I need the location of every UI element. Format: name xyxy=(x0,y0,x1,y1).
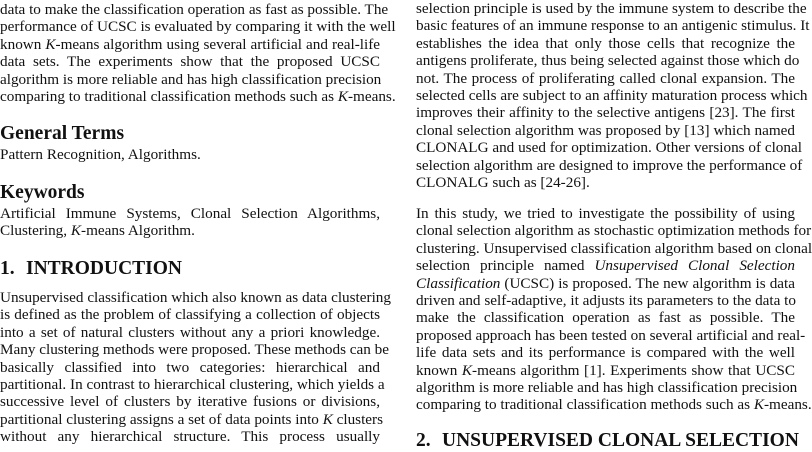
text-segment: basically classified into two categories: hierarchical and xyxy=(0,358,380,376)
text-line xyxy=(0,146,380,163)
text-line xyxy=(416,239,812,257)
section-number: 2. xyxy=(416,430,431,451)
text-line xyxy=(0,1,389,18)
text-segment: (UCSC) is proposed. The new algorithm is data xyxy=(500,274,795,292)
italic-text: K xyxy=(70,222,82,240)
text-line xyxy=(0,393,380,410)
text-segment: data sets. The experiments show that the proposed UCSC xyxy=(0,53,380,71)
text-line xyxy=(416,344,795,361)
text-segment: Clustering, xyxy=(0,222,71,240)
text-segment: CLONALG and used for optimization. Other versions of clonal xyxy=(416,139,802,157)
text-segment: successive level of clusters by iterative fusions or divisions, xyxy=(0,393,380,411)
text-segment: -means algorithm using several artificial and real-life xyxy=(55,35,381,53)
text-line xyxy=(0,205,380,222)
text-segment: driven and self-adaptive, it adjusts its parameters to the data to xyxy=(416,291,796,309)
text-line xyxy=(0,53,380,70)
text-segment: -means Algorithm. xyxy=(81,222,195,240)
text-segment: into a set of natural clusters without any a priori knowledge. xyxy=(0,323,380,341)
study-paragraph xyxy=(416,205,812,414)
text-line xyxy=(0,428,380,445)
text-line xyxy=(416,86,808,104)
text-line xyxy=(0,375,385,393)
text-segment: basic features of an immune response to an antigenic stimulus. It xyxy=(416,17,810,35)
italic-text: K xyxy=(337,87,348,105)
text-segment: selection principle named xyxy=(416,257,595,275)
text-segment: -means algorithm [1]. Experiments show that UCSC xyxy=(472,361,795,379)
text-segment: clonal selection algorithm was proposed by [13] which named xyxy=(416,121,795,139)
clonal-selection-paragraph xyxy=(416,0,810,191)
text-segment: make the classification operation as fast as possible. The xyxy=(416,309,795,327)
italic-text: K xyxy=(461,361,473,379)
text-segment: is defined as the problem of classifying a collection of objects xyxy=(0,306,380,324)
text-segment: selected cells are subject to an affinity maturation process which xyxy=(416,86,808,104)
text-line xyxy=(0,222,380,239)
text-line xyxy=(416,396,812,414)
text-line xyxy=(0,36,380,53)
text-line xyxy=(416,378,798,396)
text-line xyxy=(416,174,795,191)
text-line xyxy=(0,306,380,323)
section-number: 1. xyxy=(0,258,15,279)
text-segment: Unsupervised classification which also known as data clustering xyxy=(0,289,391,306)
text-segment: algorithm is more reliable and has high classification precision xyxy=(0,70,382,88)
text-line xyxy=(416,122,795,139)
text-segment: Many clustering methods were proposed. These methods can be xyxy=(0,341,390,359)
text-line xyxy=(416,139,802,157)
italic-text: K xyxy=(45,35,56,53)
text-line xyxy=(416,326,806,344)
general-terms-heading: General Terms xyxy=(0,123,125,144)
text-line xyxy=(416,17,810,35)
text-line xyxy=(0,71,380,88)
text-line xyxy=(0,341,390,359)
text-segment: life data sets and its performance is compared with the well xyxy=(416,344,795,362)
italic-text: Classification xyxy=(416,274,501,292)
text-line xyxy=(416,35,795,52)
text-segment: comparing to traditional classification methods such as xyxy=(416,396,754,414)
text-line xyxy=(416,52,800,70)
section2-heading xyxy=(416,430,799,452)
introduction-heading xyxy=(0,258,182,280)
text-segment: comparing to traditional classification methods such as xyxy=(0,87,338,105)
text-line xyxy=(0,410,384,428)
text-line xyxy=(0,359,380,376)
text-segment: not. The process of proliferating called clonal expansion. The xyxy=(416,69,795,87)
text-line xyxy=(416,257,795,274)
text-segment: clusters xyxy=(332,410,384,428)
italic-text: Unsupervised Clonal Selection xyxy=(594,257,795,275)
text-line xyxy=(416,292,795,309)
text-segment: -means. xyxy=(347,87,396,105)
text-segment: establishes the idea that only those cells that recognize the xyxy=(416,34,795,52)
text-line xyxy=(0,87,396,105)
text-line xyxy=(416,275,795,292)
section-title: UNSUPERVISED CLONAL SELECTION xyxy=(442,430,799,451)
text-line xyxy=(416,156,803,174)
text-line xyxy=(416,362,795,379)
text-line xyxy=(416,0,807,17)
text-segment: Artificial Immune Systems, Clonal Selection Algorithms, xyxy=(0,205,380,222)
text-line xyxy=(0,18,396,36)
keywords-text xyxy=(0,205,380,240)
text-segment: -means. xyxy=(763,396,812,414)
text-segment: antigens proliferate, thus being selected against those which do xyxy=(416,52,800,70)
text-segment: without any hierarchical structure. This process usually xyxy=(0,428,380,446)
text-segment: algorithm is more reliable and has high classification precision xyxy=(416,378,798,396)
text-segment: known xyxy=(0,35,46,53)
text-line xyxy=(416,222,812,240)
text-segment: proposed approach has been tested on several artificial and real- xyxy=(416,326,806,344)
section-title: INTRODUCTION xyxy=(26,258,183,279)
text-segment: clonal selection algorithm as stochastic optimization methods for xyxy=(416,222,812,240)
text-segment: selection algorithm are designed to improve the performance of xyxy=(416,156,803,174)
general-terms-text xyxy=(0,146,380,163)
text-segment: known xyxy=(416,361,462,379)
text-segment: partitional clustering assigns a set of data points into xyxy=(0,410,323,428)
italic-text: K xyxy=(322,410,333,428)
text-segment: partitional. In contrast to hierarchical clustering, which yields a xyxy=(0,375,385,393)
text-segment: CLONALG such as [24-26]. xyxy=(416,173,590,191)
text-segment: data to make the classification operation as fast as possible. The xyxy=(0,1,389,18)
text-line xyxy=(0,324,380,341)
text-segment: Pattern Recognition, Algorithms. xyxy=(0,146,201,163)
abstract-tail xyxy=(0,1,396,105)
italic-text: K xyxy=(753,396,764,414)
keywords-heading: Keywords xyxy=(0,182,85,203)
text-line xyxy=(0,289,391,306)
text-segment: performance of UCSC is evaluated by comparing it with the well xyxy=(0,18,396,36)
introduction-paragraph xyxy=(0,289,391,446)
text-line xyxy=(416,70,795,87)
text-segment: improves their affinity to the selective antigens [23]. The first xyxy=(416,104,795,122)
text-segment: clustering. Unsupervised classification algorithm based on clonal xyxy=(416,239,812,257)
text-line xyxy=(416,309,795,326)
text-segment: selection principle is used by the immune system to describe the xyxy=(416,0,807,17)
text-line xyxy=(416,205,795,222)
text-line xyxy=(416,104,795,121)
text-segment: In this study, we tried to investigate the possibility of using xyxy=(416,205,795,222)
